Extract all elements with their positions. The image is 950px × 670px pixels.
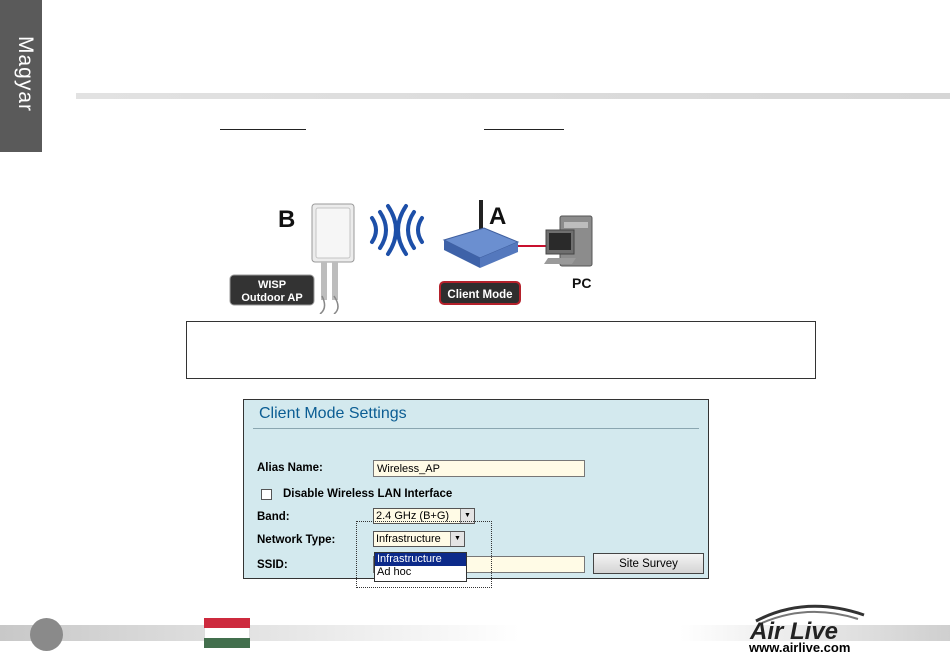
network-type-label: Network Type:: [257, 534, 336, 546]
alias-name-input[interactable]: Wireless_AP: [373, 460, 585, 477]
client-mode-settings-panel: [243, 399, 709, 579]
wisp-line-1: WISP: [257, 279, 287, 291]
note-box: [186, 321, 816, 379]
hungarian-flag-icon: [204, 618, 250, 648]
disable-wlan-label: Disable Wireless LAN Interface: [283, 488, 453, 500]
blank-line-2: [484, 129, 564, 130]
disable-wlan-checkbox[interactable]: [261, 489, 272, 500]
panel-title: Client Mode Settings: [259, 405, 407, 422]
chevron-down-icon: ▼: [460, 509, 474, 523]
header-rule: [76, 93, 950, 99]
panel-divider: [253, 428, 699, 429]
label-a: A: [489, 203, 507, 230]
network-type-select-value: Infrastructure: [376, 533, 441, 545]
language-tab: [0, 0, 42, 152]
dropdown-option-infrastructure[interactable]: Infrastructure: [375, 553, 466, 566]
chevron-down-icon: ▼: [450, 532, 464, 546]
logo-text: Air Live: [750, 618, 839, 645]
footer-bar-left: [0, 625, 520, 641]
highlight-box: [356, 521, 492, 588]
band-label: Band:: [257, 511, 290, 523]
router-icon: [444, 200, 518, 268]
network-diagram: [226, 196, 626, 314]
label-b: B: [278, 206, 296, 233]
wisp-line-2: Outdoor AP: [241, 292, 303, 304]
blank-line-1: [220, 129, 306, 130]
band-select-value: 2.4 GHz (B+G): [376, 510, 450, 522]
ssid-label: SSID:: [257, 559, 288, 571]
site-survey-button[interactable]: Site Survey: [593, 553, 704, 574]
alias-name-label: Alias Name:: [257, 462, 323, 474]
outdoor-ap-icon: [312, 204, 354, 314]
wireless-waves-icon: [372, 206, 422, 254]
pc-label: PC: [572, 275, 592, 291]
dropdown-option-ad-hoc[interactable]: Ad hoc: [377, 566, 412, 578]
language-tab-label: Magyar: [14, 36, 37, 113]
pc-icon: [544, 216, 592, 266]
client-mode-label: Client Mode: [447, 289, 513, 301]
website-url: www.airlive.com: [749, 640, 851, 655]
page-number-badge: [30, 618, 63, 651]
